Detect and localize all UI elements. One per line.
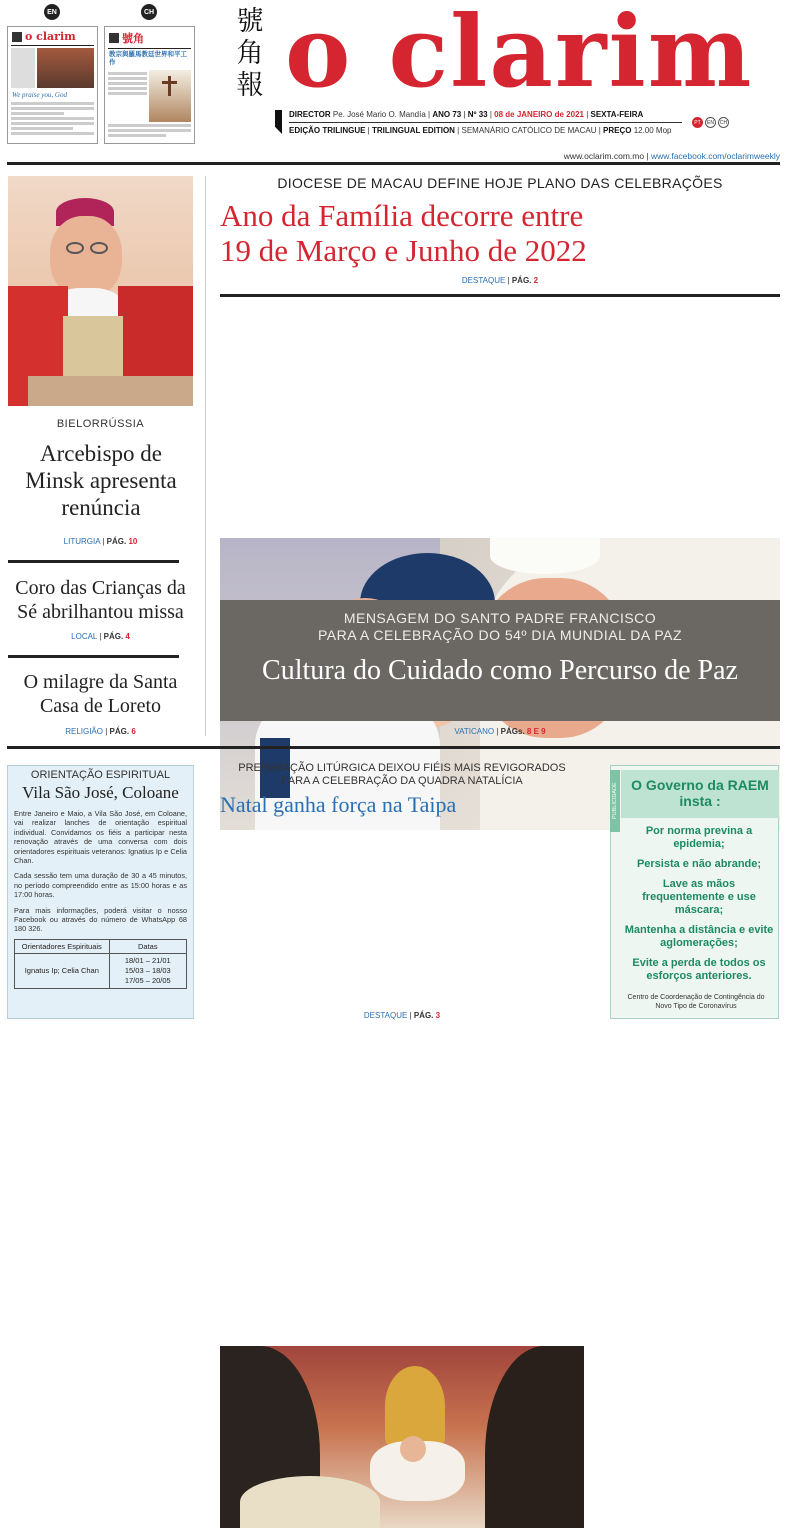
issue-number: Nº 33: [467, 110, 488, 119]
ad-side-label: PUBLICIDADE: [610, 770, 620, 832]
date-range-3: 17/05 – 20/05: [124, 975, 171, 985]
masthead-info-rule: [289, 122, 682, 123]
cjk-char-3: 報: [236, 70, 264, 101]
story2-kicker-page[interactable]: LOCAL | PÁG. 4: [71, 632, 130, 641]
masthead-logo[interactable]: o clarim: [285, 0, 754, 110]
taipa-headline[interactable]: Natal ganha força na Taipa: [220, 792, 457, 817]
price-label: PREÇO: [603, 126, 632, 135]
gov-item-3: Lave as mãos frequentemente e use máscara;: [642, 878, 756, 916]
story2-section: LOCAL: [71, 632, 98, 641]
feature-overlay[interactable]: [220, 600, 780, 721]
weekly-label: SEMANÁRIO CATÓLICO DE MACAU: [461, 126, 597, 135]
badge-pt[interactable]: PT: [692, 117, 703, 128]
story2-page: 4: [125, 632, 130, 641]
government-notice-box: [610, 765, 779, 1019]
cjk-char-2: 角: [236, 38, 264, 69]
date-range-2: 15/03 – 18/03: [124, 965, 171, 975]
masthead-divider: [7, 162, 780, 165]
gov-title-line2: insta :: [679, 793, 721, 809]
guidance-paragraph-3: Para mais informações, poderá visitar o nosso Facebook ou através do número de WhatsApp 68 180 326.: [14, 905, 187, 934]
lead-section: DESTAQUE: [461, 276, 506, 285]
spiritual-guidance-box: [7, 765, 194, 1019]
taipa-kicker-line1: PREPARAÇÃO LITÚRGICA DEIXOU FIÉIS MAIS REVIGORADOS: [238, 762, 566, 774]
overlay-line2: PARA A CELEBRAÇÃO DO 54º DIA MUNDIAL DA PAZ: [317, 627, 683, 643]
story1-page: 10: [128, 537, 138, 546]
story1-headline[interactable]: Arcebispo de Minsk apresenta renúncia: [25, 441, 177, 520]
lang-ch-badge[interactable]: CH: [141, 4, 157, 20]
price-value: 12.00 Mop: [633, 126, 672, 135]
masthead-pointer: [275, 110, 282, 134]
story2-pag-label: PÁG.: [103, 632, 124, 641]
guidance-paragraph-1: Entre Janeiro e Maio, a Vila São José, em Coloane, vai realizar lanches de orientação espiritual individual. Convidamos os fiéis a participar nesta renovação através de uma conversa com dois orientadores espirituais veteranos: Ignatius Ip e Celia Chan.: [14, 809, 187, 866]
lead-page: 2: [533, 276, 539, 285]
web-links: www.oclarim.com.mo | www.facebook.com/oclarimweekly: [563, 151, 780, 161]
feature-pag-label: PÁGs.: [500, 727, 525, 736]
table-guides: Ignatus Ip; Celia Chan: [15, 953, 110, 988]
story1-pag-label: PÁG.: [106, 537, 127, 546]
story1-kicker-page[interactable]: LITURGIA | PÁG. 10: [63, 537, 138, 546]
story3-headline[interactable]: O milagre da Santa Casa de Loreto: [23, 671, 178, 717]
badge-ch[interactable]: CH: [718, 117, 729, 128]
feature-kicker-page[interactable]: VATICANO | PÁGs. 8 E 9: [454, 727, 546, 736]
gov-list: [623, 825, 775, 983]
chinese-title: [233, 6, 267, 102]
story1-kicker: BIELORRÚSSIA: [56, 418, 145, 430]
cjk-char-1: 號: [236, 6, 264, 37]
thumbnail-ch-edition[interactable]: [104, 26, 195, 144]
facebook-link[interactable]: www.facebook.com/oclarimweekly: [651, 151, 780, 161]
edition-pt: EDIÇÃO TRILINGUE: [289, 126, 366, 135]
lead-headline-line2: 19 de Março e Junho de 2022: [220, 233, 587, 268]
issue-year: ANO 73: [432, 110, 462, 119]
overlay-line1: MENSAGEM DO SANTO PADRE FRANCISCO: [343, 610, 657, 626]
archbishop-photo[interactable]: [8, 176, 193, 406]
story3-pag-label: PÁG.: [109, 727, 130, 736]
feature-section: VATICANO: [454, 727, 495, 736]
lead-kicker-page[interactable]: DESTAQUE | PÁG. 2: [461, 276, 539, 285]
director-name: Pe. José Mario O. Mandía: [332, 110, 426, 119]
lead-headline-line1: Ano da Família decorre entre: [220, 198, 584, 233]
gov-title-line1: O Governo da RAEM: [631, 777, 769, 793]
story2-headline[interactable]: Coro das Crianças da Sé abrilhantou missa: [15, 577, 186, 623]
left-divider-1: [8, 560, 179, 563]
bottom-divider: [7, 746, 780, 749]
taipa-kicker-line2: PARA A CELEBRAÇÃO DA QUADRA NATALÍCIA: [281, 775, 523, 787]
story1-section: LITURGIA: [63, 537, 101, 546]
overlay-title: Cultura do Cuidado como Percurso de Paz: [262, 655, 738, 686]
story3-section: RELIGIÃO: [65, 727, 103, 736]
thumb-ch-headline: 教宗與羅馬教廷世界和平工作: [109, 50, 187, 66]
table-dates: [109, 953, 186, 988]
website-link[interactable]: www.oclarim.com.mo: [563, 151, 645, 161]
thumbnail-en-edition[interactable]: [7, 26, 98, 144]
lead-pag-label: PÁG.: [511, 276, 532, 285]
issue-date: 08 de JANEIRO de 2021: [494, 110, 584, 119]
taipa-kicker: [220, 762, 584, 788]
director-label: DIRECTOR: [289, 110, 331, 119]
thumb-en-logo: o clarim: [25, 30, 76, 43]
thumb-ch-logo: 號角: [122, 32, 144, 45]
date-range-1: 18/01 – 21/01: [124, 955, 171, 965]
lead-headline[interactable]: [220, 198, 780, 268]
column-separator: [205, 176, 206, 736]
guidance-title[interactable]: Vila São José, Coloane: [22, 783, 179, 802]
left-divider-2: [8, 655, 179, 658]
guidance-paragraph-2: Cada sessão tem uma duração de 30 a 45 minutos, no período compreendido entre as 15:00 horas e as 17:00 horas.: [14, 871, 187, 900]
taipa-section: DESTAQUE: [363, 1011, 408, 1020]
edition-en: TRILINGUAL EDITION: [371, 126, 455, 135]
lang-en-badge[interactable]: EN: [44, 4, 60, 20]
guidance-kicker: ORIENTAÇÃO ESPIRITUAL: [30, 769, 171, 781]
table-head-guides: Orientadores Espirituais: [15, 939, 110, 953]
masthead-info-line: DIRECTOR Pe. José Mario O. Mandía | ANO 73 | Nº 33 | 08 de JANEIRO de 2021 | SEXTA-FEIRA: [289, 110, 644, 119]
gov-item-1: Por norma previna a epidemia;: [645, 825, 753, 850]
schedule-table: [14, 939, 187, 989]
taipa-kicker-page[interactable]: DESTAQUE | PÁG. 3: [363, 1011, 441, 1020]
taipa-page: 3: [435, 1011, 441, 1020]
table-head-dates: Datas: [109, 939, 186, 953]
gov-item-5: Evite a perda de todos os esforços anteriores.: [632, 957, 766, 982]
feature-pages: 8 E 9: [526, 727, 546, 736]
gov-item-2: Persista e não abrande;: [636, 858, 762, 870]
masthead-edition-line: EDIÇÃO TRILINGUE | TRILINGUAL EDITION | SEMANÁRIO CATÓLICO DE MACAU | PREÇO 12.00 Mop: [289, 126, 672, 135]
lead-kicker: DIOCESE DE MACAU DEFINE HOJE PLANO DAS CELEBRAÇÕES: [277, 175, 723, 191]
gov-item-4: Mantenha a distância e evite aglomerações;: [624, 924, 774, 949]
gov-title: [621, 770, 779, 818]
story3-page: 6: [131, 727, 136, 736]
story3-kicker-page[interactable]: RELIGIÃO | PÁG. 6: [65, 727, 136, 736]
nativity-photo[interactable]: [220, 1346, 584, 1528]
lead-divider: [220, 294, 780, 297]
gov-footer: Centro de Coordenação de Contingência do Novo Tipo de Coronavírus: [627, 994, 765, 1010]
language-badges: [690, 117, 729, 128]
thumb-en-caption: We praise you, God: [12, 91, 67, 99]
badge-en[interactable]: EN: [705, 117, 716, 128]
taipa-pag-label: PÁG.: [413, 1011, 434, 1020]
issue-weekday: SEXTA-FEIRA: [590, 110, 644, 119]
